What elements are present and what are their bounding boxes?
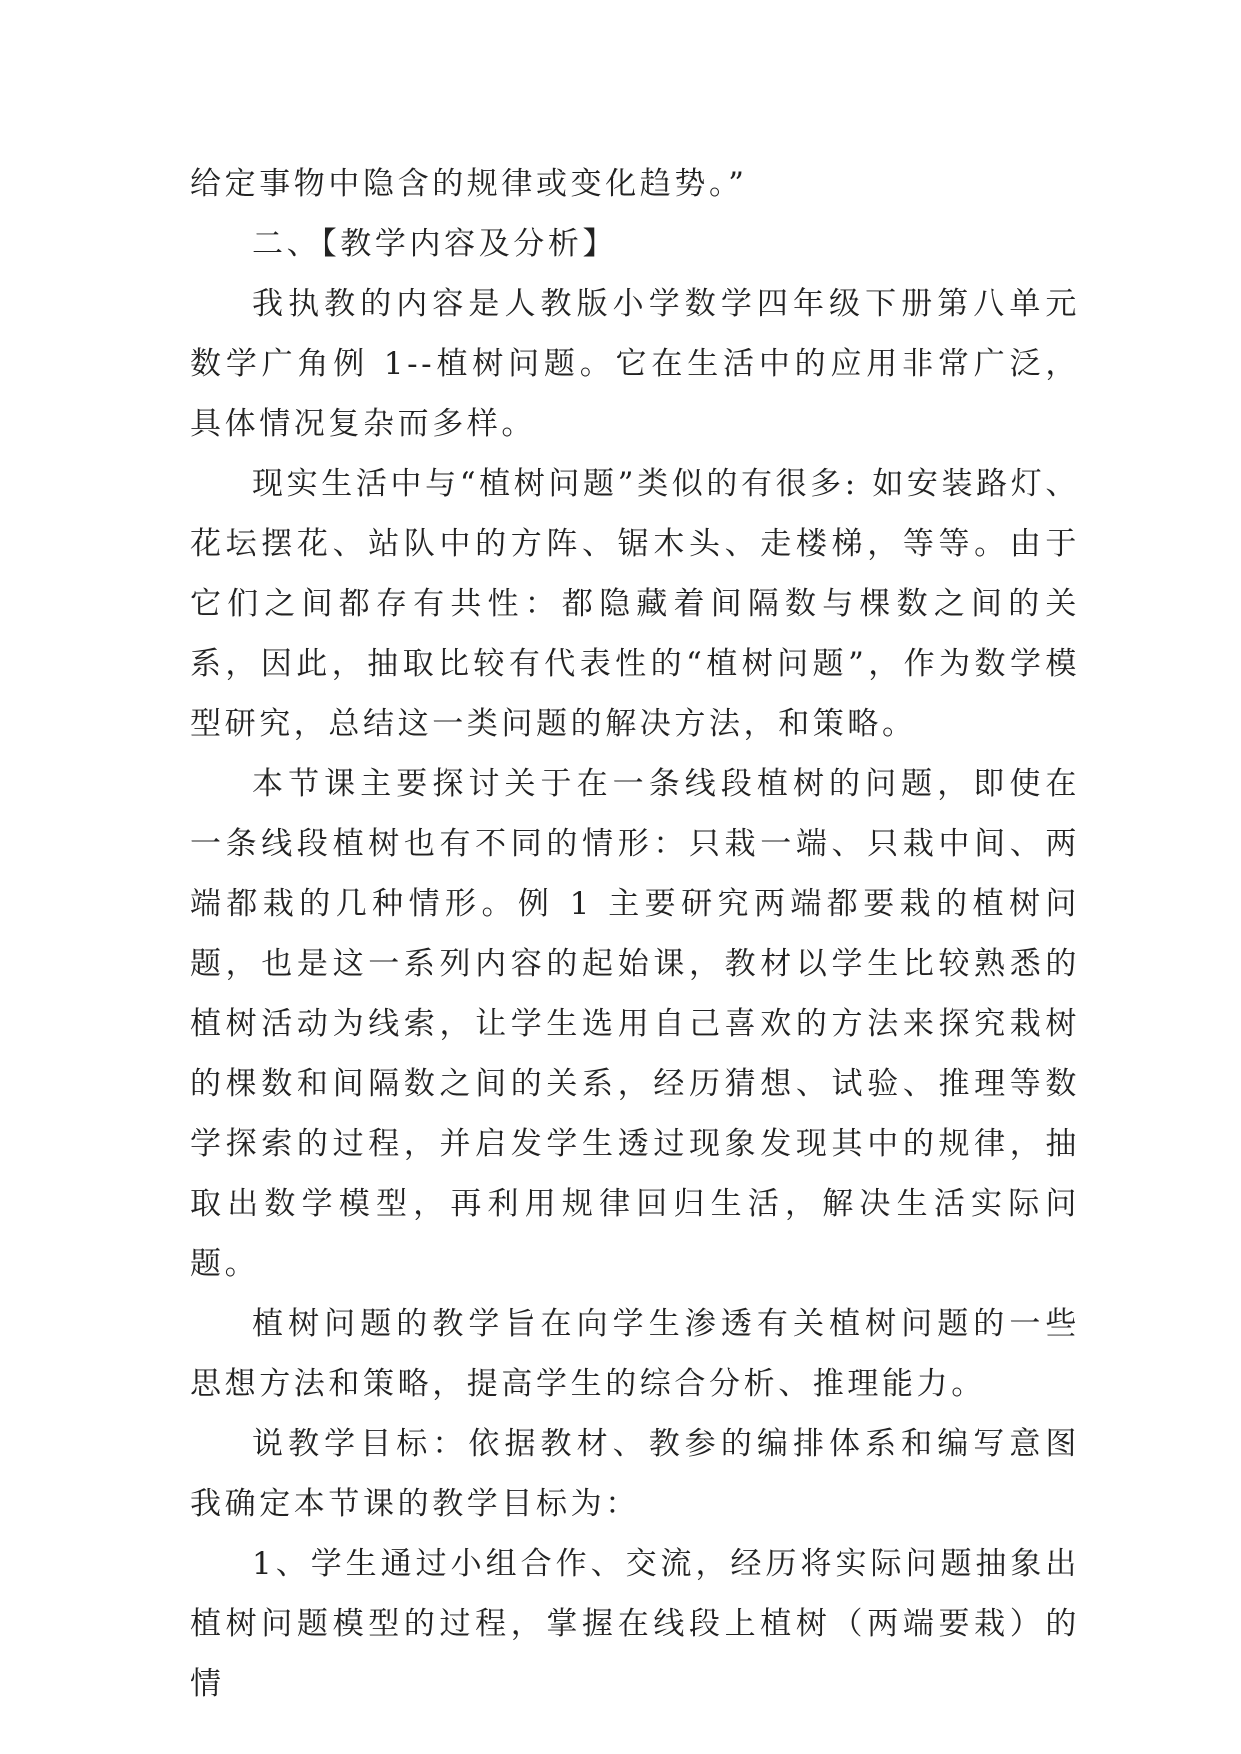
document-body <box>190 154 1080 1714</box>
paragraph-teaching-aim: 植树问题的教学旨在向学生渗透有关植树问题的一些思想方法和策略，提高学生的综合分析、推理能力。 <box>190 1306 1080 1402</box>
paragraph-continuation: 给定事物中隐含的规律或变化趋势。” <box>190 166 748 202</box>
paragraph-teaching-content: 我执教的内容是人教版小学数学四年级下册第八单元数学广角例 1--植树问题。它在生活中的应用非常广泛，具体情况复杂而多样。 <box>190 286 1080 442</box>
paragraph-teaching-goals-intro: 说教学目标：依据教材、教参的编排体系和编写意图我确定本节课的教学目标为： <box>190 1426 1080 1522</box>
paragraph-goal-1: 1、学生通过小组合作、交流，经历将实际问题抽象出植树问题模型的过程，掌握在线段上植树（两端要栽）的情 <box>190 1546 1080 1702</box>
paragraph-lesson-focus: 本节课主要探讨关于在一条线段植树的问题，即使在一条线段植树也有不同的情形：只栽一端、只栽中间、两端都栽的几种情形。例 1 主要研究两端都要栽的植树问题，也是这一系列内容的起始课，教材以学生比较熟悉的植树活动为线索，让学生选用自己喜欢的方法来探究栽树的棵数和间隔数之间的关系，经历猜想、试验、推理等数学探索的过程，并启发学生透过现象发现其中的规律，抽取出数学模型，再利用规律回归生活，解决生活实际问题。 <box>190 766 1080 1282</box>
paragraph-real-life-examples: 现实生活中与“植树问题”类似的有很多: 如安装路灯、花坛摆花、站队中的方阵、锯木头、走楼梯，等等。由于它们之间都存有共性：都隐藏着间隔数与棵数之间的关系，因此，抽取比较有代表性的“植树问题”，作为数学模型研究，总结这一类问题的解决方法，和策略。 <box>190 466 1080 742</box>
section-heading: 二、【教学内容及分析】 <box>252 226 618 262</box>
